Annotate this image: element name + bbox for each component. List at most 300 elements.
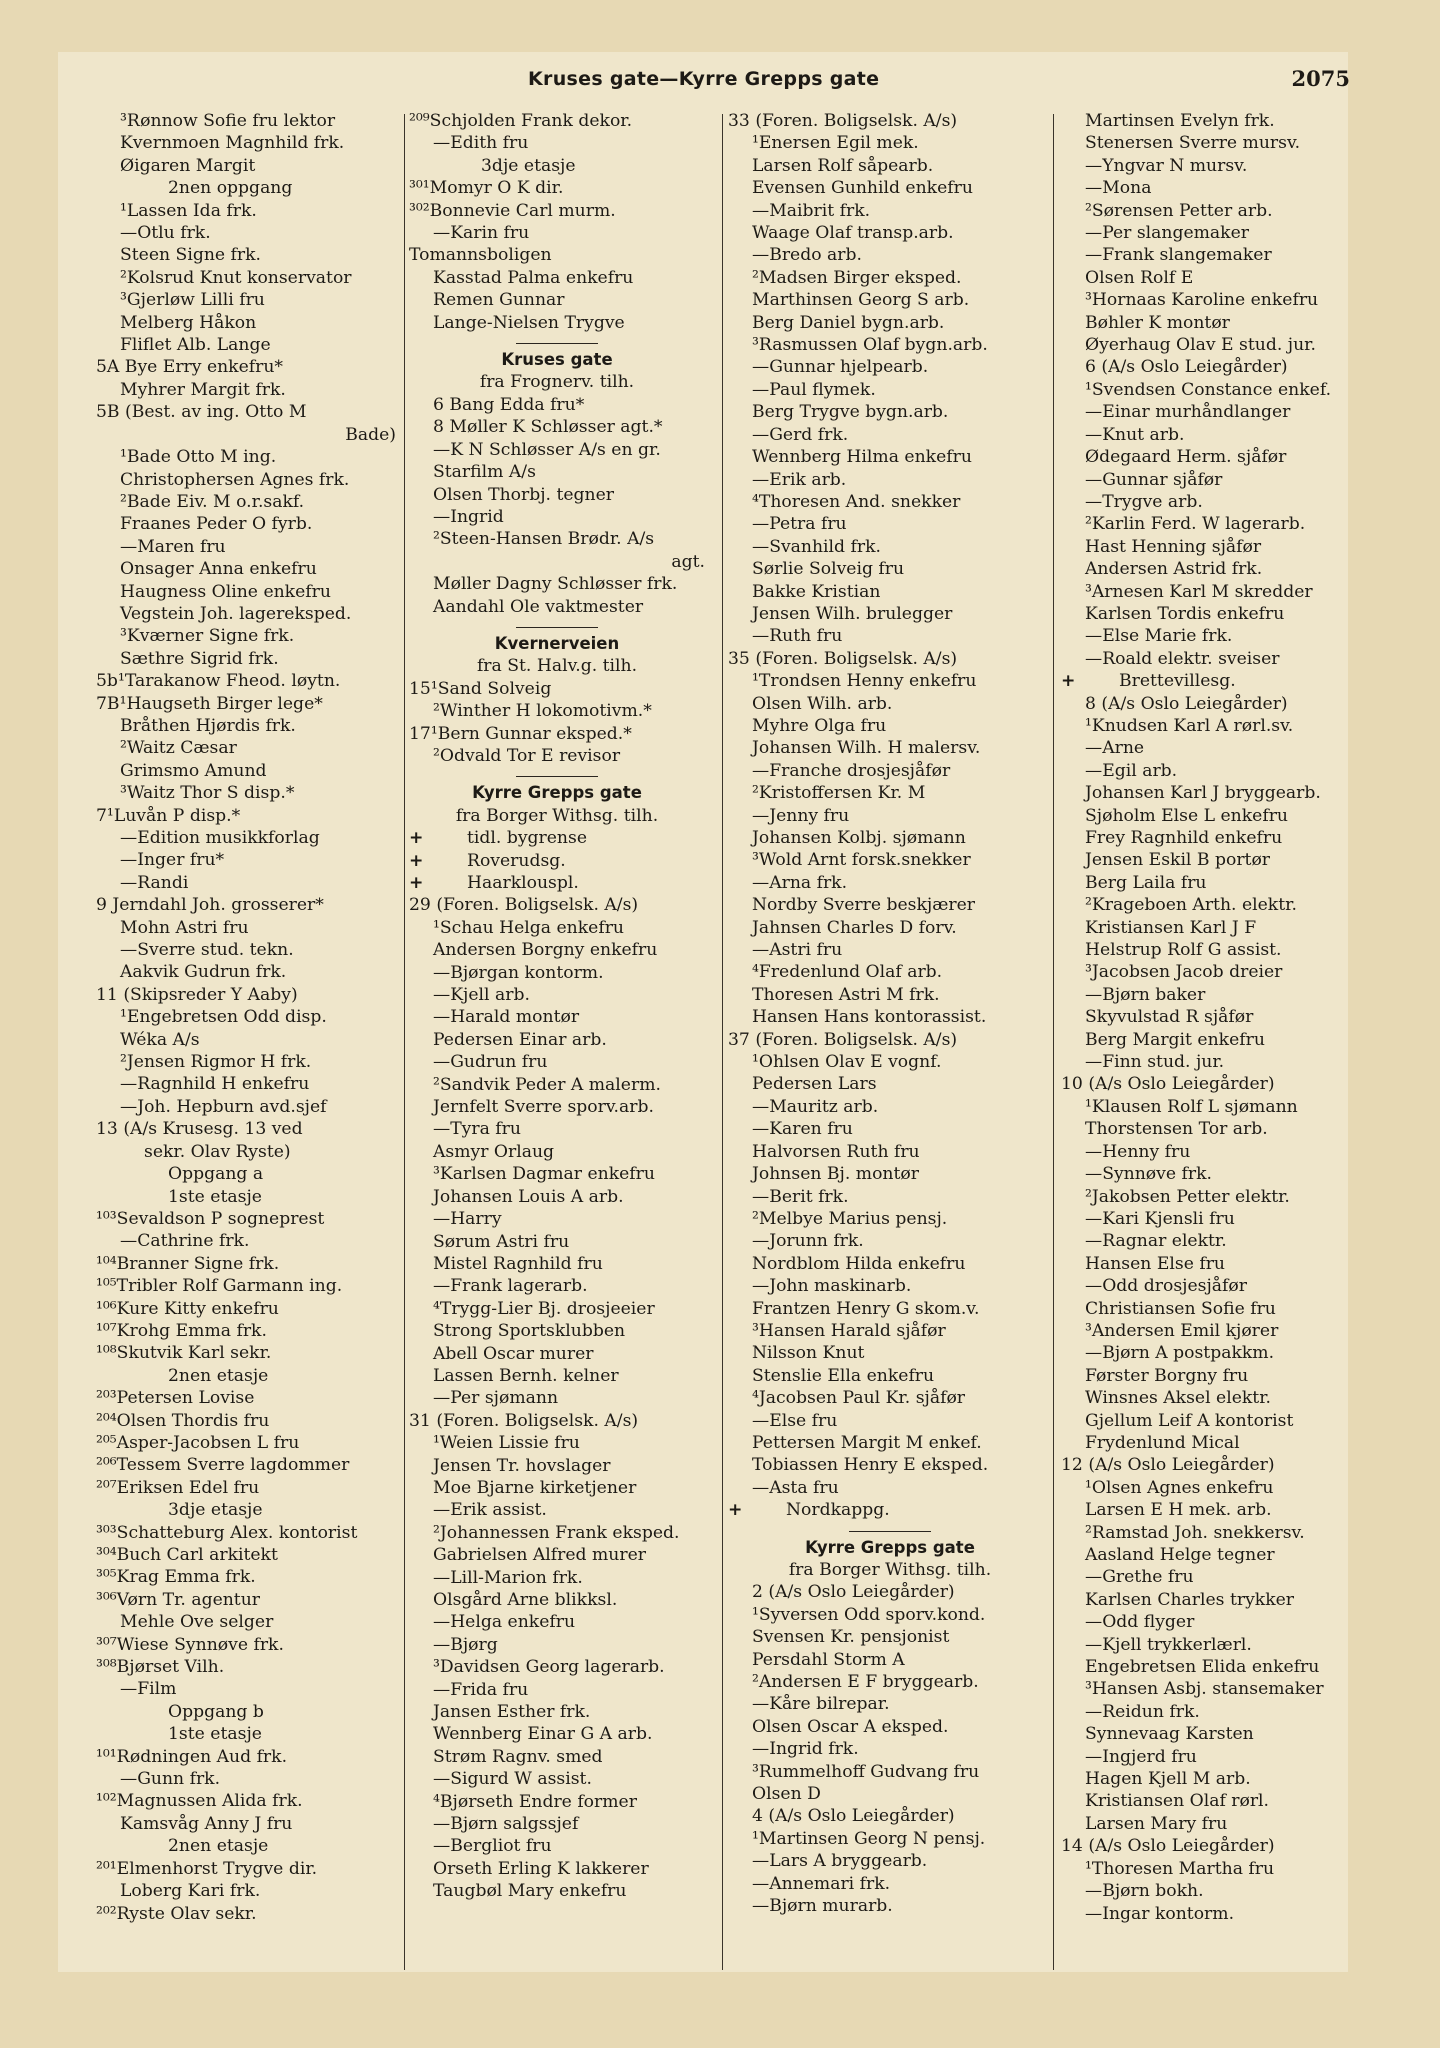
directory-entry: Tomannsboligen <box>409 245 552 266</box>
directory-entry: ³Hornaas Karoline enkefru <box>1085 290 1319 311</box>
directory-entry: ⁴Bjørseth Endre former <box>433 1791 637 1812</box>
directory-entry: —Svanhild frk. <box>752 536 881 557</box>
directory-entry: Bøhler K montør <box>1085 312 1230 333</box>
cross-street-entry <box>1061 670 1361 692</box>
directory-entry: —Bjørn baker <box>1085 984 1206 1005</box>
column-divider <box>404 114 405 1970</box>
directory-entry: Wennberg Hilma enkefru <box>752 447 972 468</box>
directory-page <box>58 52 1348 1972</box>
directory-entry: —Odd flyger <box>1085 1612 1195 1633</box>
directory-entry: Winsnes Aksel elektr. <box>1085 1388 1272 1409</box>
directory-entry: ³Rønnow Sofie fru lektor <box>120 111 336 131</box>
directory-entry: 33 (Foren. Boligselsk. A/s) <box>728 111 958 131</box>
directory-entry: —Edition musikkforlag <box>120 828 320 848</box>
directory-entry: Remen Gunnar <box>433 290 565 311</box>
directory-entry: 8 Møller K Schløsser agt.* <box>433 417 663 438</box>
directory-entry: Førster Borgny fru <box>1085 1365 1249 1386</box>
directory-entry: Myhrer Margit frk. <box>120 379 286 400</box>
directory-entry: Møller Dagny Schløsser frk. <box>433 574 678 595</box>
directory-entry: —Maren fru <box>120 536 226 557</box>
directory-entry: —Arne <box>1085 738 1145 759</box>
directory-entry: 7¹Luvån P disp.* <box>96 805 241 826</box>
directory-entry: Johansen Louis A arb. <box>433 1186 624 1207</box>
directory-entry: Marthinsen Georg S arb. <box>752 290 970 311</box>
directory-entry: ⁴Fredenlund Olaf arb. <box>752 962 943 983</box>
directory-entry: Pedersen Lars <box>752 1074 877 1095</box>
directory-entry: 3dje etasje <box>481 155 576 176</box>
directory-entry: Ødegaard Herm. sjåfør <box>1085 447 1287 468</box>
directory-entry: 2nen etasje <box>168 1836 269 1857</box>
directory-entry: Bakke Kristian <box>752 581 881 602</box>
directory-entry: ¹Thoresen Martha fru <box>1085 1858 1275 1879</box>
directory-entry: Jansen Esther frk. <box>433 1702 591 1723</box>
directory-entry: 8 (A/s Oslo Leiegårder) <box>1085 693 1288 714</box>
directory-entry: 6 Bang Edda fru* <box>433 394 585 415</box>
directory-entry: Melberg Håkon <box>120 312 257 333</box>
directory-entry: —Annemari frk. <box>752 1873 891 1894</box>
directory-entry: ³Davidsen Georg lagerarb. <box>433 1657 665 1678</box>
cross-street-label: Haarklouspl. <box>467 873 579 893</box>
directory-entry: Sørum Astri fru <box>433 1231 570 1252</box>
directory-entry: —K N Schløsser A/s en gr. <box>433 439 661 460</box>
directory-entry: Engebretsen Elida enkefru <box>1085 1657 1320 1678</box>
directory-entry: Christophersen Agnes frk. <box>120 469 350 490</box>
directory-entry: Moe Bjarne kirketjener <box>433 1477 637 1498</box>
directory-entry: Hast Henning sjåfør <box>1085 536 1262 557</box>
directory-entry: ¹Weien Lissie fru <box>433 1433 580 1454</box>
directory-entry: ¹Klausen Rolf L sjømann <box>1085 1096 1298 1117</box>
directory-entry: Andersen Borgny enkefru <box>433 940 658 961</box>
directory-entry: —Else Marie frk. <box>1085 626 1233 647</box>
directory-entry: —Einar murhåndlanger <box>1085 402 1291 423</box>
directory-entry: ¹Bade Otto M ing. <box>120 447 277 468</box>
directory-entry: ¹Svendsen Constance enkef. <box>1085 379 1332 400</box>
directory-entry: 2 (A/s Oslo Leiegårder) <box>752 1582 955 1603</box>
directory-entry: ³Waitz Thor S disp.* <box>120 783 295 804</box>
directory-entry: 2nen oppgang <box>168 178 293 199</box>
directory-entry: ¹Martinsen Georg N pensj. <box>752 1828 986 1849</box>
directory-entry: ⁴Thoresen And. snekker <box>752 491 961 512</box>
directory-entry: Bade) <box>345 424 396 445</box>
directory-entry: Aandahl Ole vaktmester <box>433 596 644 617</box>
directory-entry: ¹Lassen Ida frk. <box>120 200 257 221</box>
cross-street-icon: + <box>409 873 424 893</box>
directory-entry: —Gunnar hjelpearb. <box>752 357 929 378</box>
directory-entry: ²⁰⁶Tessem Sverre lagdommer <box>96 1455 350 1476</box>
section-separator <box>849 1531 931 1532</box>
directory-entry: 5A Bye Erry enkefru* <box>96 357 284 378</box>
directory-entry: —Edith fru <box>433 133 529 154</box>
directory-entry: —Per slangemaker <box>1085 223 1249 244</box>
directory-entry: ²Melbye Marius pensj. <box>752 1208 948 1229</box>
directory-entry: —Petra fru <box>752 514 847 535</box>
directory-entry: —Berit frk. <box>752 1186 849 1207</box>
directory-entry: Sjøholm Else L enkefru <box>1085 805 1288 826</box>
directory-entry: ³Jacobsen Jacob dreier <box>1085 962 1283 983</box>
directory-entry: Hansen Hans kontorassist. <box>752 1007 987 1028</box>
directory-entry: Olsen Rolf E <box>1085 267 1194 288</box>
directory-entry: Kvernmoen Magnhild frk. <box>120 133 345 154</box>
directory-entry: 5b¹Tarakanow Fheod. løytn. <box>96 671 341 692</box>
directory-entry: Nordblom Hilda enkefru <box>752 1253 966 1274</box>
street-heading: Kyrre Grepps gate <box>805 1537 975 1557</box>
directory-entry: Pettersen Margit M enkef. <box>752 1432 982 1453</box>
directory-entry: Karlsen Tordis enkefru <box>1085 603 1285 624</box>
page-header-title: Kruses gate—Kyrre Grepps gate <box>528 68 880 90</box>
street-heading: Kyrre Grepps gate <box>472 783 642 803</box>
directory-entry: ²Karlin Ferd. W lagerarb. <box>1085 514 1306 535</box>
directory-entry: Jensen Tr. hovslager <box>433 1455 611 1476</box>
column-divider <box>1053 114 1054 1970</box>
directory-entry: Jensen Wilh. brulegger <box>752 603 953 624</box>
directory-entry: —Ragnar elektr. <box>1085 1231 1227 1252</box>
directory-entry: 37 (Foren. Boligselsk. A/s) <box>728 1029 958 1050</box>
section-separator <box>516 343 598 344</box>
directory-entry: ⁴Trygg-Lier Bj. drosjeeier <box>433 1298 655 1319</box>
directory-entry: —Synnøve frk. <box>1085 1164 1212 1185</box>
directory-entry: ³⁰²Bonnevie Carl murm. <box>409 200 616 221</box>
directory-entry: ¹Engebretsen Odd disp. <box>120 1007 327 1028</box>
directory-entry: Jernfelt Sverre sporv.arb. <box>433 1097 654 1118</box>
street-heading: Kvernerveien <box>494 633 620 653</box>
street-heading: Kruses gate <box>501 350 613 370</box>
directory-entry: —Karin fru <box>433 223 530 244</box>
directory-entry: Kasstad Palma enkefru <box>433 267 634 288</box>
directory-entry: Halvorsen Ruth fru <box>752 1141 920 1162</box>
directory-entry: —Maibrit frk. <box>752 200 871 221</box>
directory-entry: Thorstensen Tor arb. <box>1085 1119 1268 1140</box>
directory-entry: Hagen Kjell M arb. <box>1085 1769 1251 1790</box>
directory-entry: Wennberg Einar G A arb. <box>433 1724 653 1745</box>
directory-entry: ¹⁰⁷Krohg Emma frk. <box>96 1320 267 1341</box>
directory-entry: —Else fru <box>752 1410 838 1431</box>
directory-entry: ¹⁰⁶Kure Kitty enkefru <box>96 1298 279 1319</box>
directory-entry: —Jorunn frk. <box>752 1231 864 1252</box>
cross-street-label: Nordkappg. <box>786 1500 890 1521</box>
directory-entry: —Karen fru <box>752 1119 853 1140</box>
directory-entry: ²Andersen E F bryggearb. <box>752 1672 979 1693</box>
directory-entry: —Bjørgan kontorm. <box>433 962 604 983</box>
cross-street-label: Brettevillesg. <box>1119 671 1236 692</box>
directory-entry: 31 (Foren. Boligselsk. A/s) <box>409 1410 639 1431</box>
directory-entry: Frey Ragnhild enkefru <box>1085 828 1283 848</box>
directory-entry: —Henny fru <box>1085 1141 1191 1162</box>
directory-entry: Bråthen Hjørdis frk. <box>120 715 296 736</box>
directory-entry: —Ingrid <box>433 506 504 527</box>
directory-entry: —Bjørg <box>433 1634 498 1655</box>
directory-entry: Mistel Ragnhild fru <box>433 1253 603 1274</box>
directory-entry: —Ragnhild H enkefru <box>120 1074 310 1095</box>
directory-entry: Haugness Oline enkefru <box>120 581 331 602</box>
directory-entry: ²⁰¹Elmenhorst Trygve dir. <box>96 1858 318 1879</box>
directory-entry: —Cathrine frk. <box>120 1231 250 1252</box>
directory-entry: Taugbøl Mary enkefru <box>433 1881 627 1902</box>
directory-entry: ¹⁰⁴Branner Signe frk. <box>96 1253 280 1274</box>
directory-entry: ²Kristoffersen Kr. M <box>752 783 926 804</box>
directory-entry: fra Borger Withsg. tilh. <box>455 805 659 826</box>
directory-entry: Berg Trygve bygn.arb. <box>752 402 949 423</box>
directory-entry: ³⁰⁷Wiese Synnøve frk. <box>96 1634 284 1655</box>
directory-entry: 29 (Foren. Boligselsk. A/s) <box>409 895 639 916</box>
directory-entry: Onsager Anna enkefru <box>120 559 317 580</box>
directory-entry: ²⁰⁹Schjolden Frank dekor. <box>409 111 633 131</box>
directory-entry: ³Karlsen Dagmar enkefru <box>433 1164 655 1185</box>
directory-entry: ³Andersen Emil kjører <box>1085 1320 1279 1341</box>
directory-entry: —Joh. Hepburn avd.sjef <box>120 1096 327 1117</box>
directory-entry: Tobiassen Henry E eksped. <box>752 1455 989 1476</box>
directory-entry: Strong Sportsklubben <box>433 1321 626 1342</box>
directory-entry: Olsgård Arne blikksl. <box>433 1590 618 1610</box>
directory-entry: Frydenlund Mical <box>1085 1432 1240 1453</box>
directory-entry: Nordby Sverre beskjærer <box>752 895 976 916</box>
directory-entry: 5B (Best. av ing. Otto M <box>96 402 307 423</box>
directory-entry: Berg Laila fru <box>1085 872 1207 893</box>
directory-entry: ³Arnesen Karl M skredder <box>1085 581 1313 602</box>
directory-entry: —Per sjømann <box>433 1388 559 1409</box>
directory-entry: Skyvulstad R sjåfør <box>1085 1007 1254 1028</box>
directory-entry: —Arna frk. <box>752 872 848 893</box>
directory-entry: Oppgang a <box>168 1164 264 1185</box>
directory-entry: Orseth Erling K lakkerer <box>433 1858 649 1879</box>
directory-entry: Synnevaag Karsten <box>1085 1724 1254 1745</box>
directory-entry: ¹⁰⁸Skutvik Karl sekr. <box>96 1343 272 1364</box>
directory-entry: fra Frognerv. tilh. <box>479 372 635 393</box>
directory-entry: Gabrielsen Alfred murer <box>433 1545 646 1566</box>
directory-entry: ²Bade Eiv. M o.r.sakf. <box>120 491 305 512</box>
directory-entry: Myhre Olga fru <box>752 715 887 736</box>
directory-entry: —Finn stud. jur. <box>1085 1052 1225 1073</box>
directory-entry: Thoresen Astri M frk. <box>752 984 940 1005</box>
directory-entry: Olsen Thorbj. tegner <box>433 484 615 505</box>
directory-entry: —John maskinarb. <box>752 1276 912 1297</box>
directory-entry: Wéka A/s <box>120 1029 200 1050</box>
directory-entry: Jahnsen Charles D forv. <box>752 917 957 938</box>
section-separator <box>516 627 598 628</box>
cross-street-entry <box>728 1499 1052 1521</box>
directory-entry: Helstrup Rolf G assist. <box>1085 940 1282 961</box>
section-separator <box>516 776 598 777</box>
cross-street-label: Roverudsg. <box>467 850 566 871</box>
directory-entry: —Egil arb. <box>1085 760 1178 781</box>
directory-entry: ²Winther H lokomotivm.* <box>433 701 652 722</box>
cross-street-label: tidl. bygrense <box>467 828 587 849</box>
cross-street-entry <box>409 872 705 894</box>
directory-entry: —Kjell trykkerlærl. <box>1085 1634 1252 1655</box>
directory-entry: ³Wold Arnt forsk.snekker <box>752 850 971 871</box>
directory-entry: —Mona <box>1085 178 1152 199</box>
directory-entry: —Bredo arb. <box>752 245 862 266</box>
directory-entry: —Tyra fru <box>433 1119 521 1140</box>
cross-street-icon: + <box>1061 671 1076 692</box>
directory-entry: ²⁰⁵Asper-Jacobsen L fru <box>96 1432 300 1453</box>
directory-entry: 1ste etasje <box>168 1724 262 1745</box>
directory-entry: Fraanes Peder O fyrb. <box>120 514 313 535</box>
directory-entry: 12 (A/s Oslo Leiegårder) <box>1061 1455 1275 1476</box>
directory-entry: Vegstein Joh. lagereksped. <box>120 603 352 624</box>
directory-entry: ¹⁰²Magnussen Alida frk. <box>96 1791 303 1812</box>
directory-entry: Christiansen Sofie fru <box>1085 1298 1276 1319</box>
directory-entry: —Erik assist. <box>433 1500 547 1521</box>
directory-entry: Øigaren Margit <box>120 155 256 176</box>
directory-entry: Loberg Kari frk. <box>120 1881 261 1902</box>
directory-entry: sekr. Olav Ryste) <box>144 1141 291 1162</box>
directory-entry: ¹⁰³Sevaldson P sogneprest <box>96 1208 325 1229</box>
directory-entry: —Asta fru <box>752 1477 839 1498</box>
directory-entry: Kristiansen Karl J F <box>1085 917 1257 938</box>
directory-entry: 9 Jerndahl Joh. grosserer* <box>96 895 324 916</box>
directory-entry: ¹Knudsen Karl A rørl.sv. <box>1085 715 1294 736</box>
directory-entry: Grimsmo Amund <box>120 760 267 781</box>
directory-entry: ³Hansen Asbj. stansemaker <box>1085 1679 1324 1700</box>
directory-entry: Martinsen Evelyn frk. <box>1085 111 1275 131</box>
directory-entry: Stenslie Ella enkefru <box>752 1365 935 1386</box>
directory-entry: fra Borger Withsg. tilh. <box>788 1560 992 1580</box>
directory-entry: Mehle Ove selger <box>120 1612 274 1633</box>
directory-entry: ¹Trondsen Henny enkefru <box>752 671 977 692</box>
directory-entry: fra St. Halv.g. tilh. <box>476 656 638 677</box>
directory-entry: —Otlu frk. <box>120 223 211 244</box>
directory-entry: —Franche drosjesjåfør <box>752 760 951 781</box>
directory-entry: Aasland Helge tegner <box>1085 1545 1275 1565</box>
directory-entry: —Paul flymek. <box>752 379 876 400</box>
directory-entry: Waage Olaf transp.arb. <box>752 223 954 244</box>
directory-entry: 15¹Sand Solveig <box>409 678 552 699</box>
directory-entry: ¹Ohlsen Olav E vognf. <box>752 1052 942 1073</box>
directory-entry: ³Gjerløw Lilli fru <box>120 290 265 311</box>
directory-entry: 13 (A/s Krusesg. 13 ved <box>96 1119 303 1140</box>
directory-entry: ¹⁰¹Rødningen Aud frk. <box>96 1746 288 1767</box>
cross-street-icon: + <box>409 850 424 871</box>
directory-entry: 11 (Skipsreder Y Aaby) <box>96 984 298 1005</box>
directory-entry: Sæthre Sigrid frk. <box>120 648 279 669</box>
directory-entry: Lange-Nielsen Trygve <box>433 312 625 333</box>
directory-entry: ²Waitz Cæsar <box>120 738 237 759</box>
directory-entry: —Knut arb. <box>1085 424 1185 445</box>
directory-entry: Persdahl Storm A <box>752 1649 905 1670</box>
directory-entry: ²Jensen Rigmor H frk. <box>120 1052 312 1073</box>
directory-entry: —Odd drosjesjåfør <box>1085 1276 1247 1297</box>
directory-entry: agt. <box>671 551 705 572</box>
directory-entry: —Gerd frk. <box>752 424 849 445</box>
directory-entry: ²Madsen Birger eksped. <box>752 267 962 288</box>
directory-entry: —Frida fru <box>433 1679 529 1700</box>
directory-entry: Olsen Oscar A eksped. <box>752 1716 949 1737</box>
directory-entry: Sørlie Solveig fru <box>752 559 905 580</box>
directory-entry: Øyerhaug Olav E stud. jur. <box>1085 335 1316 356</box>
directory-entry: —Grethe fru <box>1085 1567 1194 1588</box>
page-number: 2075 <box>1291 66 1350 91</box>
directory-entry: Hansen Else fru <box>1085 1253 1225 1274</box>
directory-entry: —Ingar kontorm. <box>1085 1903 1235 1924</box>
directory-entry: —Gudrun fru <box>433 1052 548 1073</box>
directory-entry: Stenersen Sverre mursv. <box>1085 133 1301 154</box>
directory-entry: Asmyr Orlaug <box>433 1141 555 1162</box>
directory-entry: ³⁰³Schatteburg Alex. kontorist <box>96 1522 358 1543</box>
directory-entry: Evensen Gunhild enkefru <box>752 178 973 199</box>
directory-entry: ²Ramstad Joh. snekkersv. <box>1085 1522 1305 1543</box>
directory-entry: Johansen Kolbj. sjømann <box>752 828 966 848</box>
directory-entry: Fliflet Alb. Lange <box>120 335 271 356</box>
directory-entry: Johansen Wilh. H malersv. <box>752 738 981 759</box>
directory-entry: ³⁰⁶Vørn Tr. agentur <box>96 1589 261 1610</box>
directory-entry: Berg Daniel bygn.arb. <box>752 312 945 333</box>
directory-entry: Olsen D <box>752 1784 821 1805</box>
directory-entry: —Ingrid frk. <box>752 1739 859 1760</box>
directory-entry: 17¹Bern Gunnar eksped.* <box>409 723 632 744</box>
directory-entry: Lassen Bernh. kelner <box>433 1365 619 1386</box>
directory-entry: ²⁰⁷Eriksen Edel fru <box>96 1477 260 1498</box>
directory-entry: ³⁰¹Momyr O K dir. <box>409 178 564 199</box>
directory-entry: —Bjørn bokh. <box>1085 1881 1204 1902</box>
directory-entry: —Kjell arb. <box>433 985 530 1006</box>
directory-entry: 6 (A/s Oslo Leiegårder) <box>1085 357 1288 378</box>
directory-entry: 35 (Foren. Boligselsk. A/s) <box>728 648 958 669</box>
directory-entry: —Astri fru <box>752 940 843 961</box>
directory-entry: —Gunnar sjåfør <box>1085 469 1223 490</box>
directory-entry: ²Krageboen Arth. elektr. <box>1085 895 1297 916</box>
directory-entry: ³Hansen Harald sjåfør <box>752 1320 946 1341</box>
column-divider <box>722 114 723 1970</box>
directory-entry: —Harry <box>433 1209 502 1230</box>
directory-entry: ²Johannessen Frank eksped. <box>433 1522 680 1543</box>
directory-entry: Abell Oscar murer <box>433 1343 594 1364</box>
directory-entry: Larsen Rolf såpearb. <box>752 155 934 176</box>
directory-entry: Olsen Wilh. arb. <box>752 693 893 714</box>
directory-entry: ³⁰⁵Krag Emma frk. <box>96 1567 256 1588</box>
directory-entry: ³⁰⁸Bjørset Vilh. <box>96 1657 225 1678</box>
directory-entry: ²Sørensen Petter arb. <box>1085 200 1273 221</box>
directory-entry: —Erik arb. <box>752 469 847 490</box>
directory-entry: Karlsen Charles trykker <box>1085 1589 1295 1610</box>
directory-entry: —Ingjerd fru <box>1085 1746 1197 1767</box>
directory-entry: —Frank lagerarb. <box>433 1276 588 1297</box>
directory-entry: 10 (A/s Oslo Leiegårder) <box>1061 1074 1275 1095</box>
directory-entry: —Bjørn murarb. <box>752 1896 893 1917</box>
directory-entry: —Trygve arb. <box>1085 491 1203 512</box>
directory-entry: —Lill-Marion frk. <box>433 1567 583 1588</box>
directory-entry: 7B¹Haugseth Birger lege* <box>96 693 323 714</box>
directory-entry: ²Steen-Hansen Brødr. A/s <box>433 529 655 550</box>
directory-entry: Mohn Astri fru <box>120 917 249 938</box>
directory-entry: ¹Olsen Agnes enkefru <box>1085 1477 1274 1498</box>
directory-entry: 14 (A/s Oslo Leiegårder) <box>1061 1836 1275 1857</box>
directory-entry: 1ste etasje <box>168 1186 262 1207</box>
directory-entry: Andersen Astrid frk. <box>1085 559 1263 580</box>
directory-entry: Larsen Mary fru <box>1085 1813 1228 1834</box>
directory-entry: —Jenny fru <box>752 805 850 826</box>
directory-entry: Kristiansen Olaf rørl. <box>1085 1791 1270 1812</box>
directory-entry: —Bergliot fru <box>433 1836 552 1857</box>
directory-entry: —Roald elektr. sveiser <box>1085 648 1280 669</box>
directory-entry: Gjellum Leif A kontorist <box>1085 1410 1294 1431</box>
directory-entry: —Sverre stud. tekn. <box>120 940 294 961</box>
directory-entry: —Sigurd W assist. <box>433 1769 592 1790</box>
directory-entry: Frantzen Henry G skom.v. <box>752 1298 980 1319</box>
directory-entry: —Ruth fru <box>752 626 843 647</box>
directory-entry: Oppgang b <box>168 1701 264 1722</box>
directory-entry: ³Rummelhoff Gudvang fru <box>752 1761 980 1782</box>
directory-entry: 3dje etasje <box>168 1500 263 1521</box>
directory-entry: 4 (A/s Oslo Leiegårder) <box>752 1806 955 1827</box>
directory-entry: 2nen etasje <box>168 1365 269 1386</box>
directory-entry: —Harald montør <box>433 1007 580 1028</box>
directory-entry: Svensen Kr. pensjonist <box>752 1627 950 1648</box>
directory-entry: Steen Signe frk. <box>120 245 261 266</box>
directory-entry: —Kåre bilrepar. <box>752 1694 890 1715</box>
directory-entry: Starfilm A/s <box>433 462 536 483</box>
directory-entry: ¹Syversen Odd sporv.kond. <box>752 1604 986 1625</box>
directory-entry: —Mauritz arb. <box>752 1096 879 1117</box>
